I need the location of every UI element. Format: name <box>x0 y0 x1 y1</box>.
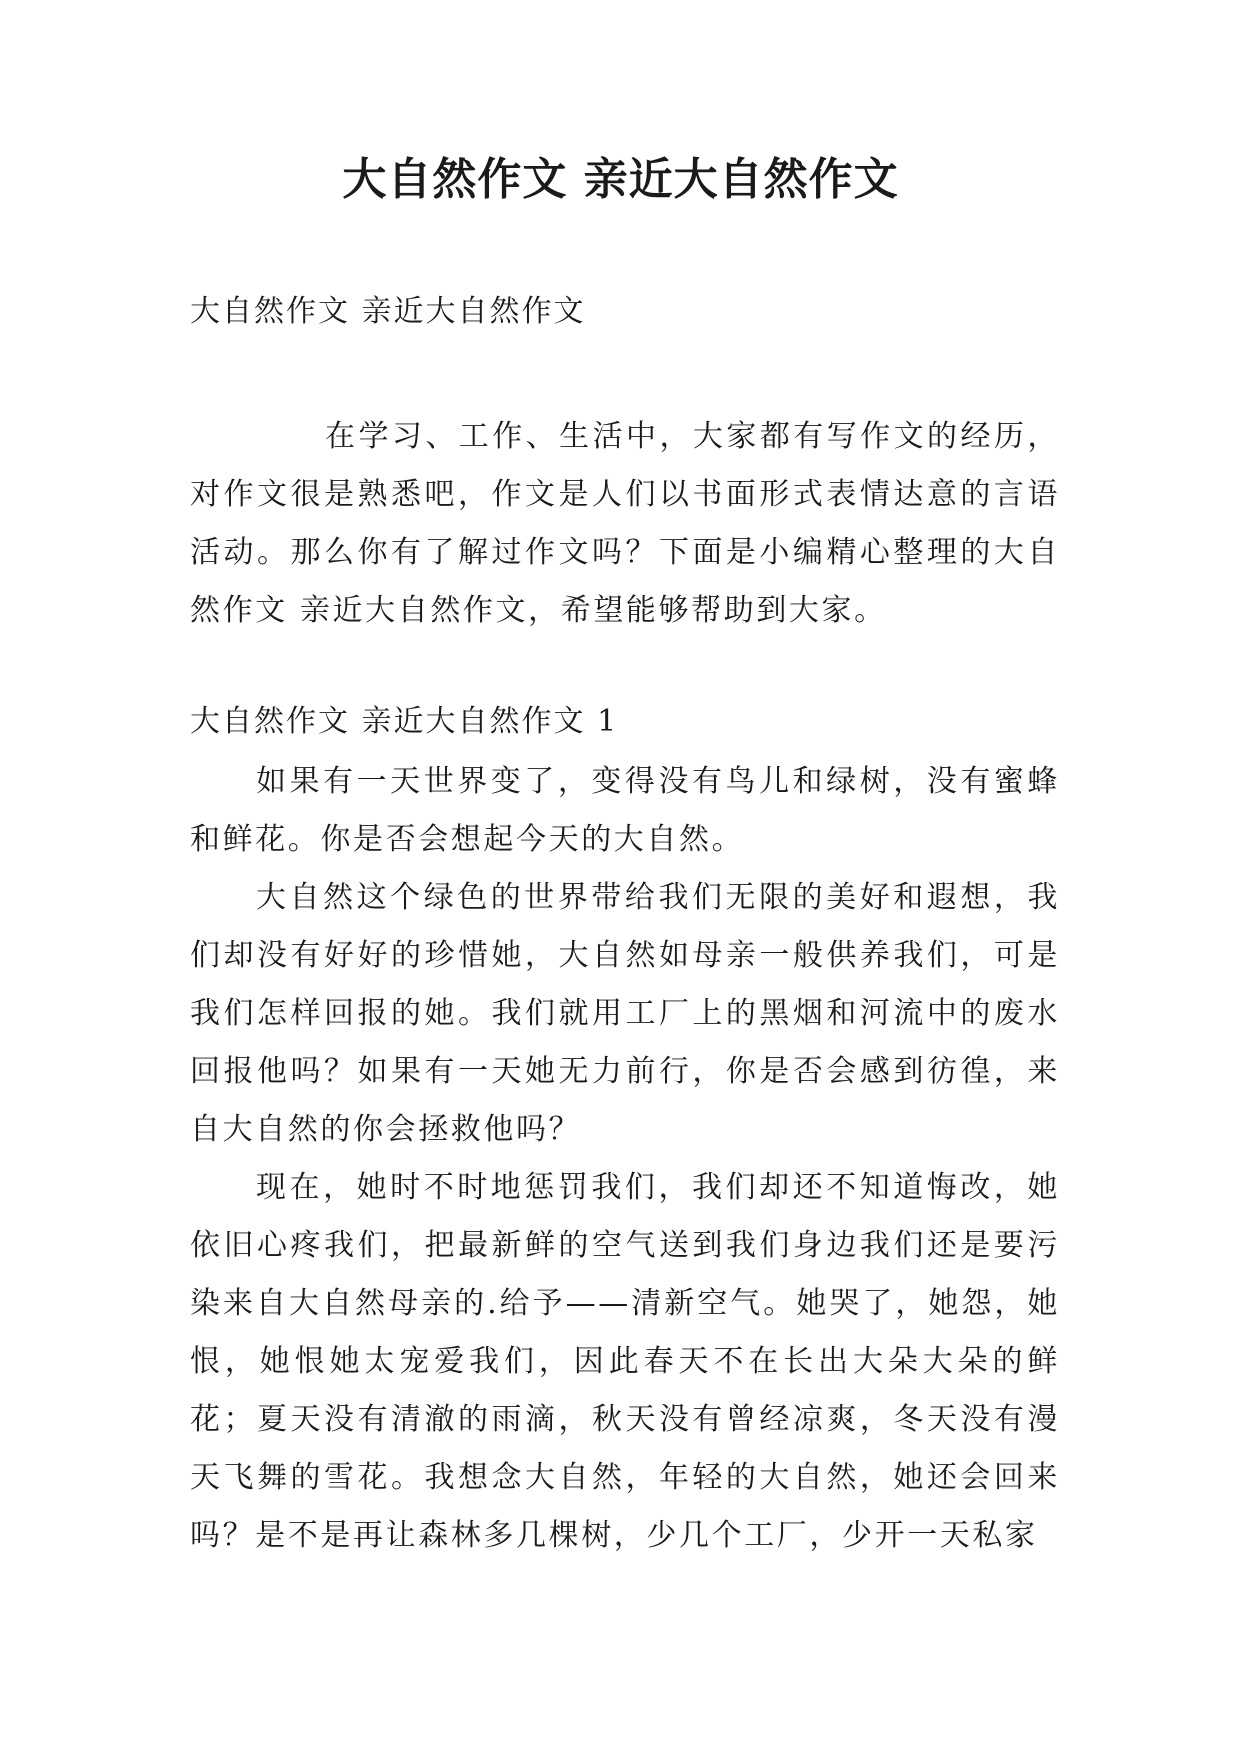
paragraph-1: 如果有一天世界变了，变得没有鸟儿和绿树，没有蜜蜂和鲜花。你是否会想起今天的大自然。 <box>190 764 1060 857</box>
document-title: 大自然作文 亲近大自然作文 <box>342 154 899 205</box>
section-heading: 大自然作文 亲近大自然作文 1 <box>190 704 619 739</box>
document-subtitle: 大自然作文 亲近大自然作文 <box>190 294 586 329</box>
paragraph-2: 大自然这个绿色的世界带给我们无限的美好和遐想，我们却没有好好的珍惜她，大自然如母亲一般供养我们，可是我们怎样回报的她。我们就用工厂上的黑烟和河流中的废水回报他吗？如果有一天她无力前行，你是否会感到彷徨，来自大自然的你会拯救他吗？ <box>190 880 1060 1147</box>
section-content <box>190 753 1060 1565</box>
intro-paragraph: 在学习、工作、生活中，大家都有写作文的经历，对作文很是熟悉吧，作文是人们以书面形式表情达意的言语活动。那么你有了解过作文吗？下面是小编精心整理的大自然作文 亲近大自然作文，希望能够帮助到大家。 <box>190 419 1060 628</box>
paragraph-3: 现在，她时不时地惩罚我们，我们却还不知道悔改，她依旧心疼我们，把最新鲜的空气送到我们身边我们还是要污染来自大自然母亲的.给予——清新空气。她哭了，她怨，她恨，她恨她太宠爱我们，因此春天不在长出大朵大朵的鲜花；夏天没有清澈的雨滴，秋天没有曾经凉爽，冬天没有漫天飞舞的雪花。我想念大自然，年轻的大自然，她还会回来吗？是不是再让森林多几棵树，少几个工厂，少开一天私家 <box>190 1170 1060 1553</box>
